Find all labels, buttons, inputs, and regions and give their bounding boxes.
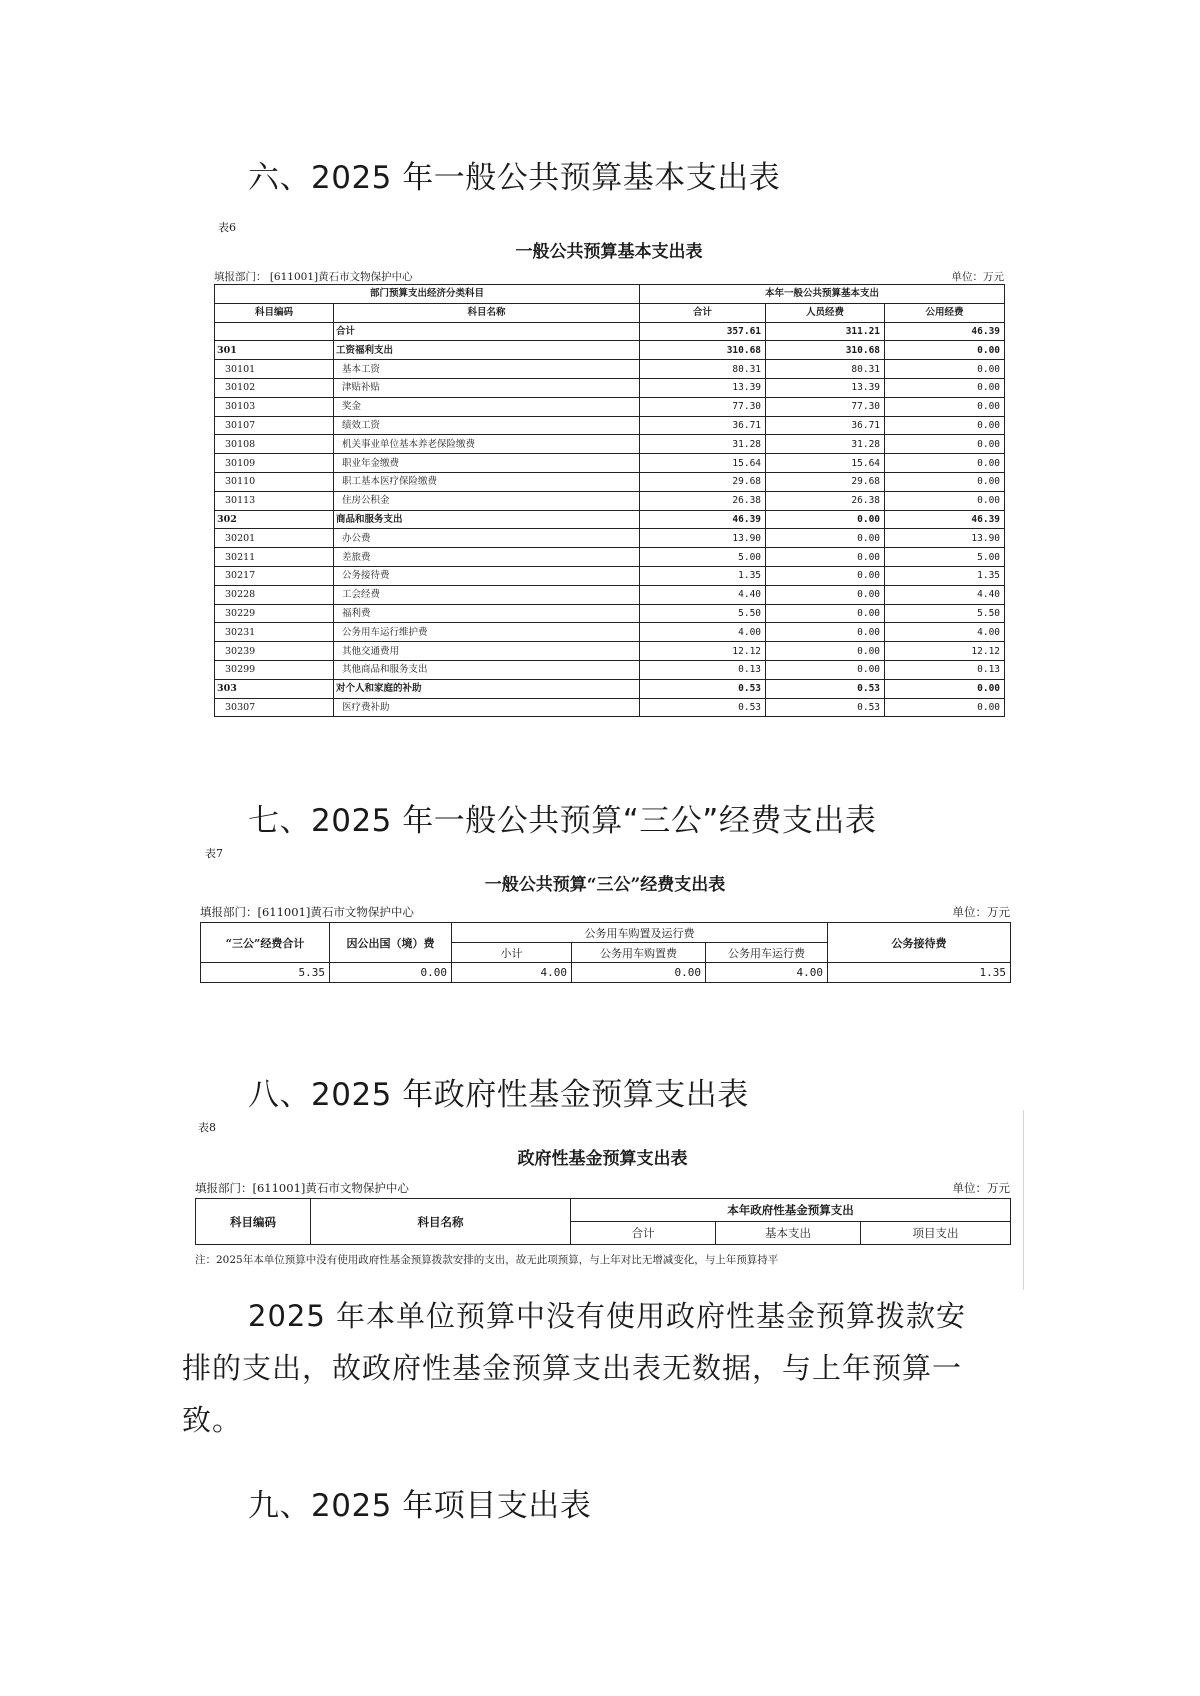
table-6-cell-name: 福利费 (334, 604, 640, 623)
table-6-cell-total: 4.00 (640, 623, 766, 642)
table-6-cell-code: 30110 (215, 472, 334, 491)
table-6-cell-personnel: 310.68 (766, 341, 885, 360)
table-6-row (215, 679, 1005, 698)
table-6-dept: 填报部门： [611001]黄石市文物保护中心 (214, 271, 413, 283)
table-6-cell-public: 4.00 (885, 623, 1005, 642)
table-6-row (215, 548, 1005, 567)
table-7-col-purchase: 公务用车购置费 (572, 943, 706, 963)
table-6-cell-name: 津贴补贴 (334, 378, 640, 397)
table-6-cell-public: 0.00 (885, 698, 1005, 717)
table-8-tag: 表8 (198, 1121, 216, 1134)
table-6 (214, 284, 1005, 717)
table-7-col-abroad: 因公出国（境）费 (330, 923, 452, 963)
table-6-header-group-row (215, 285, 1005, 304)
table-6-row (215, 660, 1005, 679)
table-6-cell-personnel: 0.00 (766, 604, 885, 623)
table-7-col-total: “三公”经费合计 (201, 923, 330, 963)
table-6-cell-personnel: 0.53 (766, 698, 885, 717)
table-6-cell-name: 办公费 (334, 529, 640, 548)
section-8-heading: 八、2025 年政府性基金预算支出表 (248, 1077, 749, 1113)
table-6-col-public: 公用经费 (885, 303, 1005, 322)
table-7-col-vehicle-group: 公务用车购置及运行费 (452, 923, 828, 943)
table-8-note: 注：2025年本单位预算中没有使用政府性基金预算拨款安排的支出，故无此项预算，与上年对比无增减变化，与上年预算持平 (195, 1254, 779, 1266)
table-6-cell-total: 0.53 (640, 698, 766, 717)
table-6-cell-personnel: 31.28 (766, 435, 885, 454)
table-6-cell-public: 0.00 (885, 341, 1005, 360)
table-8-col-code: 科目编码 (196, 1199, 311, 1245)
table-6-cell-name: 合计 (334, 322, 640, 341)
table-6-cell-public: 5.50 (885, 604, 1005, 623)
table-6-row (215, 623, 1005, 642)
table-6-row (215, 341, 1005, 360)
table-8-unit: 单位：万元 (952, 1181, 1010, 1195)
table-6-cell-total: 0.53 (640, 679, 766, 698)
table-6-cell-total: 36.71 (640, 416, 766, 435)
table-6-cell-total: 13.39 (640, 378, 766, 397)
table-6-cell-code: 30307 (215, 698, 334, 717)
table-6-cell-personnel: 0.00 (766, 548, 885, 567)
table-6-cell-name: 其他交通费用 (334, 642, 640, 661)
table-7-col-reception: 公务接待费 (828, 923, 1011, 963)
section-7-heading: 七、2025 年一般公共预算“三公”经费支出表 (248, 803, 877, 839)
table-6-cell-public: 0.00 (885, 679, 1005, 698)
table-6-cell-code: 30107 (215, 416, 334, 435)
table-6-cell-name: 对个人和家庭的补助 (334, 679, 640, 698)
table-6-cell-personnel: 13.39 (766, 378, 885, 397)
table-6-cell-public: 0.00 (885, 397, 1005, 416)
table-8-header-row-1 (196, 1199, 1011, 1222)
table-6-cell-total: 1.35 (640, 566, 766, 585)
table-7-value-abroad: 0.00 (330, 963, 452, 983)
section-8-paragraph-line-1: 2025 年本单位预算中没有使用政府性基金预算拨款安 (248, 1299, 967, 1333)
table-6-cell-code: 30109 (215, 454, 334, 473)
section-8-paragraph-line-2: 排的支出，故政府性基金预算支出表无数据，与上年预算一 (182, 1351, 963, 1385)
table-6-cell-public: 5.00 (885, 548, 1005, 567)
table-6-cell-public: 0.00 (885, 472, 1005, 491)
table-7 (200, 922, 1011, 983)
table-6-cell-public: 0.00 (885, 454, 1005, 473)
table-6-unit: 单位：万元 (951, 271, 1004, 283)
table-6-cell-code: 30239 (215, 642, 334, 661)
table-8-title: 政府性基金预算支出表 (517, 1149, 688, 1169)
table-6-cell-personnel: 311.21 (766, 322, 885, 341)
table-7-col-operation: 公务用车运行费 (706, 943, 828, 963)
table-6-row (215, 510, 1005, 529)
table-6-cell-name: 工资福利支出 (334, 341, 640, 360)
table-6-col-personnel: 人员经费 (766, 303, 885, 322)
table-6-cell-personnel: 0.53 (766, 679, 885, 698)
table-6-cell-personnel: 0.00 (766, 660, 885, 679)
table-7-value-operation: 4.00 (706, 963, 828, 983)
table-8-col-total: 合计 (571, 1222, 716, 1245)
table-6-cell-total: 0.13 (640, 660, 766, 679)
table-6-header-group-right: 本年一般公共预算基本支出 (640, 285, 1005, 304)
table-7-col-subtotal: 小计 (452, 943, 572, 963)
table-6-cell-personnel: 0.00 (766, 566, 885, 585)
table-6-cell-code: 30217 (215, 566, 334, 585)
table-6-row (215, 435, 1005, 454)
table-6-cell-total: 357.61 (640, 322, 766, 341)
table-6-cell-code: 301 (215, 341, 334, 360)
table-6-cell-public: 46.39 (885, 510, 1005, 529)
table-6-cell-code: 30101 (215, 360, 334, 379)
table-6-cell-personnel: 36.71 (766, 416, 885, 435)
table-6-cell-public: 0.00 (885, 491, 1005, 510)
table-6-cell-name: 其他商品和服务支出 (334, 660, 640, 679)
table-6-cell-total: 77.30 (640, 397, 766, 416)
table-8-dept: 填报部门：[611001]黄石市文物保护中心 (195, 1181, 409, 1195)
table-6-cell-name: 基本工资 (334, 360, 640, 379)
table-6-row (215, 529, 1005, 548)
table-6-cell-name: 医疗费补助 (334, 698, 640, 717)
table-6-cell-code: 30102 (215, 378, 334, 397)
section-8-paragraph-line-3: 致。 (182, 1403, 243, 1437)
table-6-row (215, 360, 1005, 379)
table-6-cell-public: 12.12 (885, 642, 1005, 661)
table-8-col-basic: 基本支出 (716, 1222, 861, 1245)
table-6-cell-personnel: 0.00 (766, 585, 885, 604)
table-7-value-purchase: 0.00 (572, 963, 706, 983)
table-6-cell-code: 30299 (215, 660, 334, 679)
table-6-col-total: 合计 (640, 303, 766, 322)
table-8-col-name: 科目名称 (311, 1199, 571, 1245)
table-6-cell-name: 工会经费 (334, 585, 640, 604)
table-6-col-name: 科目名称 (334, 303, 640, 322)
table-6-header-group-left: 部门预算支出经济分类科目 (215, 285, 640, 304)
table-6-cell-code: 303 (215, 679, 334, 698)
table-6-cell-name: 机关事业单位基本养老保险缴费 (334, 435, 640, 454)
section-6-heading: 六、2025 年一般公共预算基本支出表 (248, 160, 781, 196)
table-6-cell-public: 0.00 (885, 360, 1005, 379)
table-6-row (215, 378, 1005, 397)
table-6-tag: 表6 (218, 221, 236, 234)
table-6-header-row (215, 303, 1005, 322)
table-6-cell-total: 5.50 (640, 604, 766, 623)
table-6-cell-personnel: 15.64 (766, 454, 885, 473)
table-6-row (215, 397, 1005, 416)
table-6-cell-code: 30229 (215, 604, 334, 623)
table-6-row (215, 416, 1005, 435)
table-6-cell-total: 80.31 (640, 360, 766, 379)
table-8 (195, 1198, 1011, 1245)
table-6-cell-personnel: 0.00 (766, 642, 885, 661)
table-7-title: 一般公共预算“三公”经费支出表 (484, 875, 726, 895)
table-6-cell-total: 29.68 (640, 472, 766, 491)
table-6-cell-name: 公务用车运行维护费 (334, 623, 640, 642)
table-7-value-total: 5.35 (201, 963, 330, 983)
table-7-dept: 填报部门：[611001]黄石市文物保护中心 (200, 905, 414, 919)
table-6-cell-total: 12.12 (640, 642, 766, 661)
table-6-col-code: 科目编码 (215, 303, 334, 322)
table-6-cell-public: 4.40 (885, 585, 1005, 604)
table-6-cell-public: 46.39 (885, 322, 1005, 341)
table-6-cell-personnel: 29.68 (766, 472, 885, 491)
table-6-cell-total: 15.64 (640, 454, 766, 473)
table-6-row (215, 454, 1005, 473)
table-6-cell-public: 0.00 (885, 378, 1005, 397)
table-6-cell-total: 13.90 (640, 529, 766, 548)
table-8-col-project: 项目支出 (861, 1222, 1011, 1245)
table-6-row (215, 472, 1005, 491)
table-6-cell-name: 绩效工资 (334, 416, 640, 435)
table-6-cell-total: 5.00 (640, 548, 766, 567)
table-7-value-subtotal: 4.00 (452, 963, 572, 983)
table-6-cell-total: 31.28 (640, 435, 766, 454)
table-7-header-row-1 (201, 923, 1011, 943)
table-6-cell-code: 30201 (215, 529, 334, 548)
table-6-row (215, 566, 1005, 585)
table-6-cell-code (215, 322, 334, 341)
table-6-cell-public: 0.13 (885, 660, 1005, 679)
table-6-cell-personnel: 0.00 (766, 529, 885, 548)
table-6-cell-name: 商品和服务支出 (334, 510, 640, 529)
section-9-heading: 九、2025 年项目支出表 (248, 1488, 592, 1524)
table-6-cell-public: 1.35 (885, 566, 1005, 585)
table-6-cell-code: 30113 (215, 491, 334, 510)
table-6-row (215, 604, 1005, 623)
table-6-cell-personnel: 80.31 (766, 360, 885, 379)
table-6-cell-public: 0.00 (885, 416, 1005, 435)
table-6-cell-code: 30228 (215, 585, 334, 604)
table-6-cell-public: 13.90 (885, 529, 1005, 548)
table-6-cell-name: 职工基本医疗保险缴费 (334, 472, 640, 491)
table-6-cell-personnel: 26.38 (766, 491, 885, 510)
table-6-title: 一般公共预算基本支出表 (515, 242, 703, 262)
table-6-cell-name: 职业年金缴费 (334, 454, 640, 473)
table-6-cell-total: 46.39 (640, 510, 766, 529)
table-6-cell-code: 30231 (215, 623, 334, 642)
table-6-cell-code: 30211 (215, 548, 334, 567)
table-6-row (215, 491, 1005, 510)
table-6-cell-personnel: 0.00 (766, 623, 885, 642)
table-6-row (215, 698, 1005, 717)
table-7-tag: 表7 (205, 847, 223, 860)
table-6-cell-personnel: 0.00 (766, 510, 885, 529)
table-6-cell-total: 26.38 (640, 491, 766, 510)
table-8-col-group: 本年政府性基金预算支出 (571, 1199, 1011, 1222)
table-6-cell-code: 30103 (215, 397, 334, 416)
table-7-unit: 单位：万元 (952, 905, 1010, 919)
table-6-cell-name: 公务接待费 (334, 566, 640, 585)
table-7-data-row (201, 963, 1011, 983)
table-6-row (215, 322, 1005, 341)
scan-edge-line (1023, 1110, 1024, 1290)
table-7-value-reception: 1.35 (828, 963, 1011, 983)
table-6-cell-name: 差旅费 (334, 548, 640, 567)
table-6-cell-total: 4.40 (640, 585, 766, 604)
table-6-row (215, 642, 1005, 661)
table-6-cell-total: 310.68 (640, 341, 766, 360)
table-6-cell-public: 0.00 (885, 435, 1005, 454)
table-6-cell-personnel: 77.30 (766, 397, 885, 416)
table-6-cell-code: 302 (215, 510, 334, 529)
table-6-cell-name: 奖金 (334, 397, 640, 416)
table-6-cell-name: 住房公积金 (334, 491, 640, 510)
table-6-cell-code: 30108 (215, 435, 334, 454)
table-6-row (215, 585, 1005, 604)
